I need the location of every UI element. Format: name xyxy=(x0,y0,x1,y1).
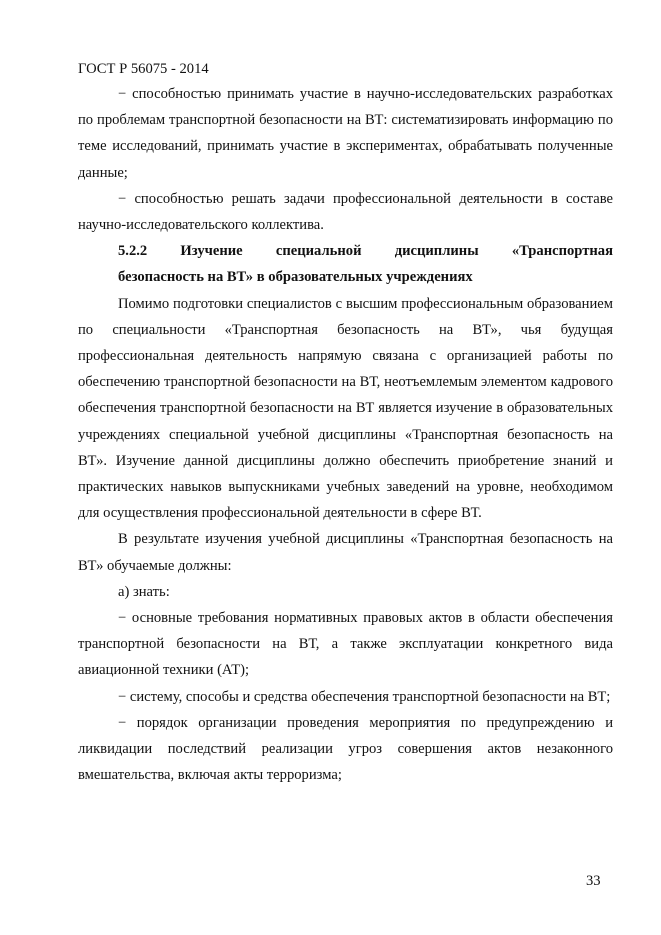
section-heading-line-1: 5.2.2 Изучение специальной дисциплины «Транспортная xyxy=(118,243,613,260)
bullet-paragraph-requirements: − основные требования нормативных правовых актов в области обеспечения транспортной безопасности на ВТ, а также эксплуатации конкретного вида авиационной техники (АТ); xyxy=(78,610,613,679)
page-number: 33 xyxy=(586,873,601,889)
body-paragraph-results: В результате изучения учебной дисциплины «Транспортная безопасность на ВТ» обучаемые должны: xyxy=(78,531,613,574)
bullet-paragraph-procedure: − порядок организации проведения мероприятия по предупреждению и ликвидации последствий реализации угроз совершения актов незаконного вмешательства, включая акты терроризма; xyxy=(78,714,613,784)
list-label-know: а) знать: xyxy=(118,583,170,600)
section-heading-5-2-2 xyxy=(78,238,613,290)
page-body xyxy=(78,81,613,788)
section-heading-line-2: безопасность на ВТ» в образовательных учреждениях xyxy=(118,269,473,286)
bullet-paragraph-research: − способностью принимать участие в научно-исследовательских разработках по проблемам транспортной безопасности на ВТ: систематизировать информацию по теме исследований, принимать участие в экспериментах, обрабатывать полученные данные; xyxy=(78,86,613,181)
document-code-header: ГОСТ Р 56075 - 2014 xyxy=(78,61,209,77)
bullet-paragraph-system: − систему, способы и средства обеспечения транспортной безопасности на ВТ; xyxy=(118,688,611,705)
body-paragraph-training: Помимо подготовки специалистов с высшим профессиональным образованием по специальности «Транспортная безопасность на ВТ», чья будущая профессиональная деятельность напрямую связана с организацией работы по обеспечению транспортной безопасности на ВТ, неотъемлемым элементом кадрового обеспечения транспортной безопасности на ВТ является изучение в образовательных учреждениях специальной учебной дисциплины «Транспортная безопасность на ВТ». Изучение данной дисциплины должно обеспечить приобретение знаний и практических навыков выпускниками учебных заведений на уровне, необходимом для осуществления профессиональной деятельности в сфере ВТ. xyxy=(78,295,613,522)
bullet-paragraph-team: − способностью решать задачи профессиональной деятельности в составе научно-исследовательского коллектива. xyxy=(78,190,613,234)
